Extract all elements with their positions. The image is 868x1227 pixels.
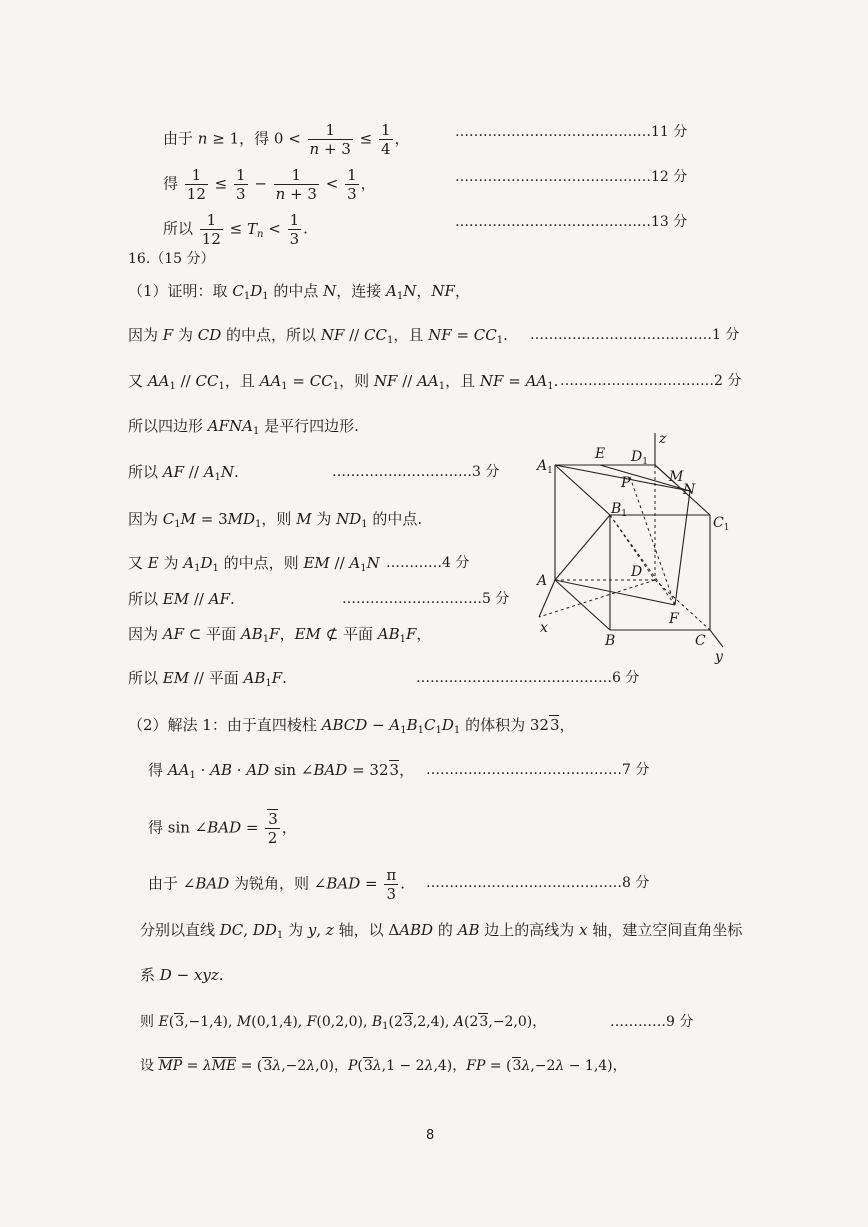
problem-heading: 16.（15 分）	[128, 251, 215, 267]
label-x: x	[540, 620, 548, 636]
score-4: …………4 分	[386, 555, 470, 571]
part2-intro: （2）解法 1：由于直四棱柱 ABCD − $A_1B_1C_1D_1$ 的体积为 323，	[128, 716, 575, 736]
part1-intro: （1）证明：取 $C_1D_1$ 的中点 N，连接 $A_1N$，NF，	[128, 282, 470, 302]
line-nf-cc1: 因为 F 为 CD 的中点，所以 NF // $CC_1$，且 NF = $CC_1$.	[128, 326, 508, 346]
line-n-range: 由于 n ≥ 1，得 0 < $\frac{1}{n + 3}$ ≤ $\frac{1}{4}$ ，	[163, 121, 410, 158]
line-coord-sys: 系 D − xyz.	[140, 966, 224, 984]
prism-figure	[525, 425, 735, 665]
line-af-plane: 因为 AF ⊂ 平面 $AB_1F$，EM ⊄ 平面 $AB_1F$，	[128, 625, 432, 645]
score-5: …………………………5 分	[342, 591, 510, 607]
line-m-mid: 因为 $C_1M = 3MD_1$，则 M 为 $ND_1$ 的中点.	[128, 510, 423, 530]
line-range-2: 得 $\frac{1}{12}$ ≤ $\frac{1}{3}$ − $\frac{1}{n + 3}$ < $\frac{1}{3}$ ，	[163, 166, 376, 203]
score-9: …………9 分	[610, 1014, 694, 1030]
label-b: B	[605, 633, 616, 649]
label-n: N	[683, 482, 696, 498]
line-af-a1n: 所以 AF // $A_1N$.	[128, 463, 239, 483]
score-7: ……………………………………7 分	[426, 762, 650, 778]
page-number: 8	[426, 1128, 435, 1143]
line-volume-eq: 得 $AA_1$ · AB · AD sin ∠BAD = 323，	[148, 761, 415, 781]
line-vector-mp: 设 MP = λME = (3λ,−2λ,0)，P(3λ,1 − 2λ,4)，FP = (3λ,−2λ − 1,4)，	[140, 1058, 627, 1074]
label-a: A	[537, 573, 548, 589]
label-y: y	[715, 649, 723, 665]
label-p: P	[621, 475, 631, 491]
label-f: F	[669, 611, 679, 627]
label-c1: $C_1$	[713, 515, 730, 533]
score-13: ……………………………………13 分	[455, 214, 688, 230]
score-1: …………………………………1 分	[530, 327, 740, 343]
line-points: 则 E(3,−1,4), M(0,1,4), F(0,2,0), $B_1(23,2,4)$, A(23,−2,0)，	[140, 1014, 547, 1032]
label-a1: $A_1$	[537, 458, 553, 476]
label-c: C	[695, 633, 706, 649]
score-6: ……………………………………6 分	[416, 670, 640, 686]
score-12: ……………………………………12 分	[455, 169, 688, 185]
label-b1: $B_1$	[611, 501, 628, 519]
score-8: ……………………………………8 分	[426, 875, 650, 891]
line-tn: 所以 $\frac{1}{12}$ ≤ $T_n$ < $\frac{1}{3}$ .	[163, 211, 308, 248]
score-3: …………………………3 分	[332, 464, 500, 480]
score-11: ……………………………………11 分	[455, 124, 688, 140]
line-em-plane: 所以 EM // 平面 $AB_1F$.	[128, 669, 287, 689]
label-z: z	[659, 431, 667, 447]
score-2: ……………………………2 分	[560, 373, 742, 389]
label-d: D	[631, 564, 643, 580]
line-axes: 分别以直线 DC, $DD_1$ 为 y, z 轴，以 ΔABD 的 AB 边上的高线为 x 轴，建立空间直角坐标	[140, 921, 743, 941]
label-d1: $D_1$	[631, 449, 648, 467]
line-angle: 由于 ∠BAD 为锐角，则 ∠BAD = $\frac{\pi}{3}$ .	[148, 866, 406, 903]
line-aa1: 又 $AA_1 // CC_1$，且 $AA_1 = CC_1$，则 NF // $AA_1$，且 NF = $AA_1$.	[128, 372, 559, 392]
line-sin: 得 sin ∠BAD = $\frac{3}{2}$ ，	[148, 810, 297, 847]
label-e: E	[595, 446, 606, 462]
label-m: M	[669, 469, 684, 485]
line-em-a1n: 又 E 为 $A_1D_1$ 的中点，则 EM // $A_1N$	[128, 554, 380, 574]
line-quad: 所以四边形 $AFNA_1$ 是平行四边形.	[128, 417, 359, 437]
line-em-af: 所以 EM // AF.	[128, 590, 235, 608]
